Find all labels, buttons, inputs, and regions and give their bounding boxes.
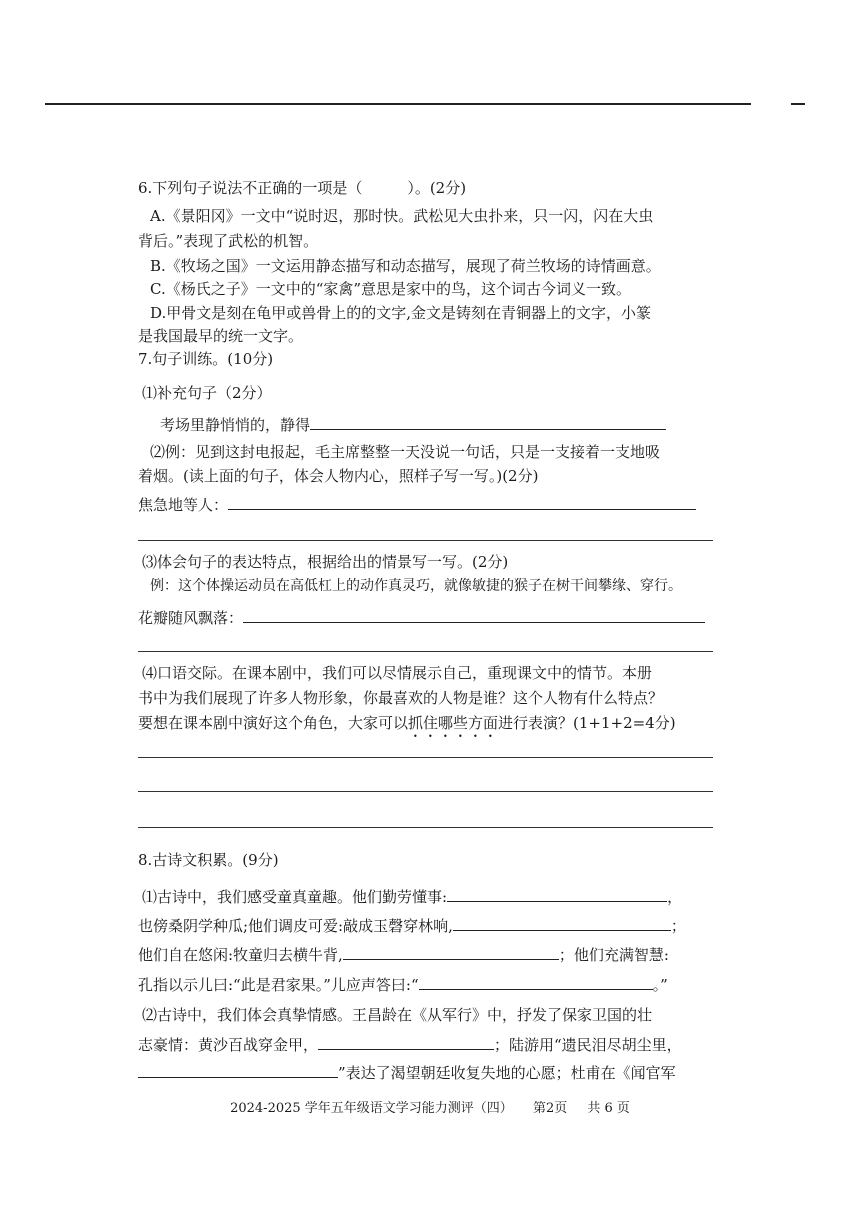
q8-title: 8.古诗文积累。(9分) <box>138 851 279 869</box>
q7-part1-title: ⑴补充句子（2分） <box>142 384 272 402</box>
q8-blank-2[interactable] <box>453 915 671 931</box>
header-rule-dash <box>791 103 805 105</box>
q8-part2-line3: ”表达了渴望朝廷收复失地的心愿；杜甫在《闻官军 <box>138 1062 676 1083</box>
emphasis-dotted-text: 抓住哪些方面 <box>408 714 499 732</box>
q7-part1-prompt: 考场里静悄悄的，静得 <box>160 414 666 435</box>
q6-option-d-line2: 是我国最早的统一文字。 <box>138 327 304 345</box>
q8-part1-line2: 也傍桑阴学种瓜;他们调皮可爱:敲成玉磬穿林响, ； <box>138 917 686 935</box>
q8-part1-line1: ⑴古诗中，我们感受童真童趣。他们勤劳懂事: ， <box>142 888 683 906</box>
q8-part1-line3: 他们自在悠闲:牧童归去横牛背, ；他们充满智慧: <box>138 946 669 964</box>
q7-part1-answer-blank[interactable] <box>310 414 666 430</box>
page-number: 第2页 <box>532 1101 568 1116</box>
q7-part3-answer-blank-2[interactable] <box>138 651 713 652</box>
q8-part2-line2: 志豪情：黄沙百战穿金甲， ；陆游用“遗民泪尽胡尘里， <box>138 1036 682 1054</box>
q8-blank-1[interactable] <box>447 886 667 902</box>
q7-part2-answer-blank-1[interactable] <box>228 494 696 510</box>
q7-part3-prompt: 花瓣随风飘落： <box>138 607 705 628</box>
q8-part2-line1: ⑵古诗中，我们体会真挚情感。王昌龄在《从军行》中，抒发了保家卫国的壮 <box>142 1006 653 1024</box>
q6-option-d-line1: D.甲骨文是刻在龟甲或兽骨上的的文字,金文是铸刻在青铜器上的文字，小篆 <box>150 304 652 322</box>
q8-blank-4[interactable] <box>419 974 653 990</box>
q7-part3-example: 例：这个体操运动员在高低杠上的动作真灵巧，就像敏捷的猴子在树干间攀缘、穿行。 <box>150 578 682 594</box>
q7-title: 7.句子训练。(10分) <box>138 350 274 368</box>
q6-option-b: B.《牧场之国》一文运用静态描写和动态描写，展现了荷兰牧场的诗情画意。 <box>150 257 661 275</box>
q7-part4-answer-blank-3[interactable] <box>138 827 713 828</box>
q8-blank-5[interactable] <box>318 1034 494 1050</box>
q7-part4-answer-blank-2[interactable] <box>138 791 713 792</box>
q6-option-a-line1: A.《景阳冈》一文中“说时迟，那时快。武松见大虫扑来，只一闪，闪在大虫 <box>150 207 654 225</box>
q7-part2-line2: 着烟。(读上面的句子，体会人物内心，照样子写一写。)(2分) <box>138 467 539 485</box>
q7-part2-prompt: 焦急地等人： <box>138 494 696 515</box>
q8-blank-6[interactable] <box>138 1062 338 1078</box>
q7-part3-answer-blank-1[interactable] <box>243 607 705 623</box>
q7-part3-title: ⑶体会句子的表达特点，根据给出的情景写一写。(2分) <box>142 553 509 571</box>
q7-part4-line1: ⑷口语交际。在课本剧中，我们可以尽情展示自己，重现课文中的情节。本册 <box>142 664 653 682</box>
q7-part2-line1: ⑵例：见到这封电报起，毛主席整整一天没说一句话，只是一支接着一支地吸 <box>150 443 661 461</box>
q7-part4-answer-blank-1[interactable] <box>138 757 713 758</box>
page-footer <box>0 1097 860 1116</box>
q7-part4-line3: 要想在课本剧中演好这个角色，大家可以抓住哪些方面进行表演？(1+1+2=4分) <box>138 714 676 732</box>
exam-title: 2024-2025 学年五年级语文学习能力测评（四） <box>230 1101 513 1116</box>
q6-option-a-line2: 背后。”表现了武松的机智。 <box>138 232 319 250</box>
q6-title: 6.下列句子说法不正确的一项是（ ）。(2分) <box>138 179 467 197</box>
page-total: 共 6 页 <box>587 1101 630 1116</box>
q8-part1-line4: 孔指以示儿曰:“此是君家果。”儿应声答曰:“ 。” <box>138 976 668 994</box>
q8-blank-3[interactable] <box>343 944 559 960</box>
q7-part4-line2: 书中为我们展现了许多人物形象，你最喜欢的人物是谁？这个人物有什么特点？ <box>138 689 664 707</box>
q7-part2-answer-blank-2[interactable] <box>138 540 713 541</box>
q6-option-c: C.《杨氏之子》一文中的“家禽”意思是家中的鸟，这个词古今词义一致。 <box>150 280 632 298</box>
header-rule <box>45 103 751 105</box>
